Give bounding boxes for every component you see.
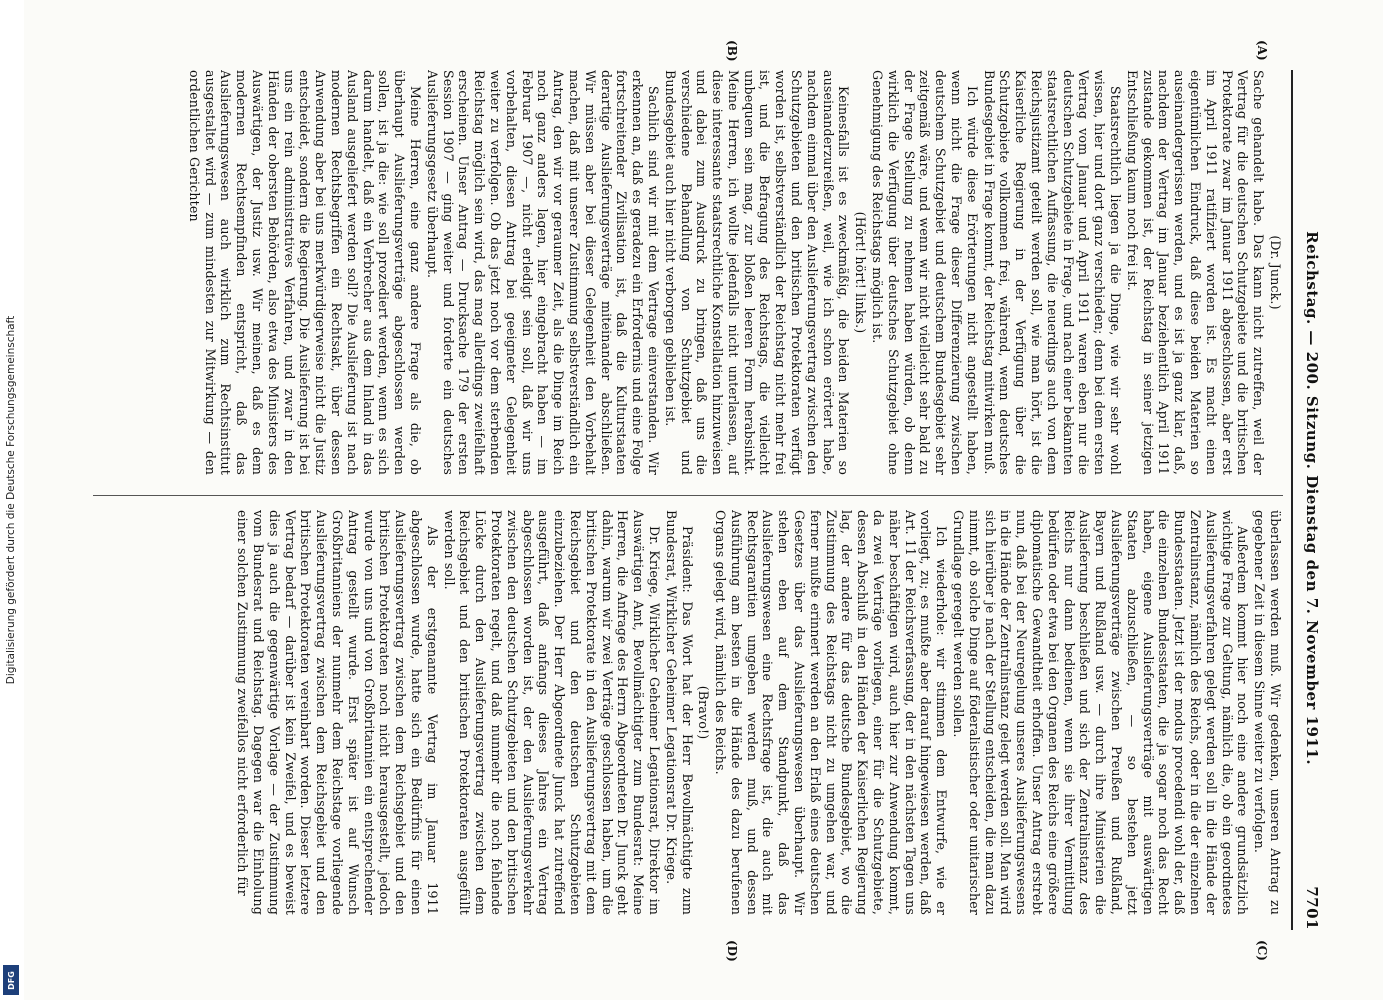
paragraph: Sachlich sind wir mit dem Vertrage einverstanden. Wir erkennen an, daß es geradezu ein Erfordernis und eine Folge fortschreitender Zivilisation ist, daß die Kulturstaaten derartige Auslieferungsverträge miteinander abschließen. Wir müssen aber bei dieser Gelegenheit den Vorbehalt machen, daß mit unserer Zustimmung selbstverständlich ein Antrag, den wir vor geraumer Zeit, als die Dinge im Reich noch ganz anders lagen, hier eingebracht haben — im Februar 1907 —, nicht erledigt sein soll, daß wir uns vorbehalten, diesen Antrag bei geeigneter Gelegenheit weiter zu verfolgen. Ob das jetzt noch vor dem sterbenden Reichstag möglich sein wird, das mag allerdings zweifelhaft erscheinen. Unser Antrag — Drucksache 179 der ersten Session 1907 — ging weiter und forderte ein deutsches Auslieferungsgesetz überhaupt. bbox=[424, 70, 661, 475]
left-column bbox=[93, 70, 1283, 475]
paragraph: Sache gehandelt habe. Das kann nicht zutreffen, weil der Vertrag für die deutschen Schutzgebiete und die britischen Protektorate zwar im Januar 1911 abgeschlossen, aber erst im April 1911 ratifiziert worden ist. Es macht einen eigentümlichen Eindruck, daß diese beiden Materien so auseinandergerissen werden, und es ist ja ganz klar, daß, nachdem der Vertrag im Januar beziehentlich April 1911 zustande gekommen ist, der Reichstag in seiner jetzigen Entschließung kaum noch frei ist. bbox=[1124, 70, 1266, 475]
paragraph: Präsident: Das Wort hat der Herr Bevollmächtigte zum Bundesrat, Wirklicher Geheimer Legationsrat Dr. Kriege. bbox=[663, 510, 695, 915]
page-content bbox=[79, 40, 1329, 962]
paragraph: Außerdem kommt hier noch eine andere grundsätzlich wichtige Frage zur Geltung, nämlich die, ob ein geordnetes Auslieferungsverfahren gelegt werden soll in die Hände der Zentralinstanz, nämlich des Reichs, oder in die der einzelnen Bundesstaaten. Jetzt ist der modus procedendi wohl der, daß die einzelnen Bundesstaaten, die ja sogar noch das Recht haben, eigene Auslieferungsverträge mit auswärtigen Staaten abzuschließen, — so bestehen jetzt Auslieferungsverträge zwischen Preußen und Rußland, Bayern und Rußland usw. — durch ihre Ministerien die Auslieferung beschließen und sich der Zentralinstanz des Reichs nur dann bedienen, wenn sie ihrer Vermittlung bedürfen oder etwa bei den Organen des Reichs eine größere diplomatische Gewandtheit erhoffen. Unser Antrag erstrebt nun, daß bei der Neuregelung unseres Auslieferungswesens in die Hände der Zentralinstanz gelegt werden soll. Man wird sich hierüber je nach der Stellung entscheiden, die man dazu nimmt, ob solche Dinge auf föderalistischer oder unitarischer Grundlage geregelt werden sollen. bbox=[950, 510, 1250, 915]
dfg-logo-text: DFG bbox=[6, 970, 16, 990]
page-number: 7701 bbox=[1302, 886, 1321, 930]
paragraph: Meine Herren, eine ganz andere Frage als die, ob überhaupt Auslieferungsverträge abgeschlossen werden sollen, ist ja die: wie soll prozediert werden, wenn es sich darum handelt, daß ein Verbrecher aus dem Inland in das Ausland ausgeliefert werden soll? Die Auslieferung ist nach modernen Rechtsbegriffen ein Rechtsakt, über dessen Anwendung aber bei uns merkwürdigerweise nicht die Justiz entscheidet, sondern die Regierung. Die Auslieferung ist bei uns ein rein administratives Verfahren, und zwar in den Händen der obersten Behörden, also etwa des Ministers des Auswärtigen, der Justiz usw. Wir meinen, daß es dem modernen Rechtsempfinden entspricht, daß das Auslieferungswesen auch wirklich zum Rechtsinstitut ausgestaltet wird — zum mindesten zur Mitwirkung — den ordentlichen Gerichten bbox=[186, 70, 423, 475]
right-column bbox=[93, 510, 1283, 915]
page-header bbox=[1295, 70, 1329, 930]
paragraph: Ich würde diese Erörterungen nicht angestellt haben, wenn nicht die Frage dieser Differenzierung zwischen deutschem Schutzgebiet und deutschem Bundesgebiet sehr zeitgemäß wäre, und wenn wir nicht vielleicht sehr bald zu der Frage Stellung zu nehmen haben würden, ob denn wirklich die Verfügung über deutsches Schutzgebiet ohne Genehmigung des Reichstags möglich ist. bbox=[869, 70, 980, 475]
paragraph: Dr. Kriege, Wirklicher Geheimer Legationsrat, Direktor im Auswärtigen Amt, Bevollmächtigter zum Bundesrat: Meine Herren, die Anfrage des Herrn Abgeordneten Dr. Junck geht dahin, warum wir zwei Verträge geschlossen haben, um die britischen Protektorate in den Auslieferungsvertrag mit dem Reichsgebiet und den deutschen Schutzgebieten einzubeziehen. Der Herr Abgeordnete Junck hat zutreffend ausgeführt, daß anfangs dieses Jahres ein Vertrag abgeschlossen worden ist, der den Auslieferungsverkehr zwischen den deutschen Schutzgebieten und den britischen Protektoraten regelt, und daß nunmehr die noch fehlende Lücke durch den Auslieferungsvertrag zwischen dem Reichsgebiet und den britischen Protektoraten ausgefüllt werden soll. bbox=[441, 510, 662, 915]
margin-mark-d: (D) bbox=[724, 940, 739, 962]
digitization-note-text: Digitalisierung gefördert durch die Deutsche Forschungsgemeinschaft bbox=[5, 315, 17, 685]
paragraph: Keinesfalls ist es zweckmäßig, die beiden Materien so auseinanderzureißen, weil, wie ich schon erörtert habe, nachdem einmal über den Auslieferungsvertrag zwischen den Schutzgebieten und den britischen Protektoraten verfügt worden ist, selbstverständlich der Reichstag nicht mehr frei ist, und die Befragung des Reichstags, die vielleicht unbequem sein mag, zur bloßen leeren Form herabsinkt. Meine Herren, ich wollte jedenfalls nicht unterlassen, auf diese interessante staatsrechtliche Konstellation hinzuweisen und dabei zum Ausdruck zu bringen, daß uns die verschiedene Behandlung von Schutzgebiet und Bundesgebiet auch hier nicht verborgen geblieben ist. bbox=[662, 70, 851, 475]
paragraph: Als der erstgenannte Vertrag im Januar 1911 abgeschlossen wurde, hatte sich ein Bedürfnis für einen Auslieferungsvertrag zwischen dem Reichsgebiet und den britischen Protektoraten noch nicht herausgestellt, jedoch wurde von uns und von Großbritannien ein entsprechender Antrag gestellt wurde. Erst später ist auf Wunsch Großbritanniens der nunmehr dem Reichstage vorliegende Auslieferungsvertrag zwischen dem Reichsgebiet und den britischen Protektoraten vereinbart worden. Dieser letztere Vertrag bedarf — darüber ist kein Zweifel, und es beweist dies ja auch die gegenwärtige Vorlage — der Zustimmung vom Bundesrat und Reichstag. Dagegen war die Einholung einer solchen Zustimmung zweifellos nicht erforderlich für bbox=[234, 510, 440, 915]
interjection: (Hört! hört! links.) bbox=[852, 211, 868, 334]
dfg-logo bbox=[3, 965, 19, 995]
header-rule bbox=[1291, 70, 1293, 930]
paragraph: Ich wiederhole: wir stimmen dem Entwurfe, wie er vorliegt, zu; es mußte aber darauf hingewiesen werden, daß Art. 11 der Reichsverfassung, der in den nächsten Tagen uns näher beschäftigen wird, auch hier zur Anwendung kommt, da zwei Verträge vorliegen, einer für die Schutzgebiete, dessen Abschluß in den Händen der Kaiserlichen Regierung lag, der andere für das deutsche Bundesgebiet, wo die Zustimmung des Reichstags nicht zu umgehen war, und ferner mußte erinnert werden an den Erlaß eines deutschen Gesetzes über das Auslieferungswesen überhaupt. Wir stehen eben auf dem Standpunkt, daß das Auslieferungswesen eine Rechtsfrage ist, die auch mit Rechtsgarantien umgeben werden muß, und dessen Ausführung am besten in die Hände des dazu berufenen Organs gelegt wird, nämlich des Reichs. bbox=[712, 510, 949, 915]
page-title: Reichstag. — 200. Sitzung. Dienstag den 7. November 1911. bbox=[1302, 231, 1321, 766]
speaker-tag: (Dr. Junck.) bbox=[1267, 235, 1283, 310]
paragraph: Staatsrechtlich liegen ja die Dinge, wie wir sehr wohl wissen, hier und dort ganz verschieden; denn bei dem ersten Vertrag vom Januar und April 1911 waren eben nur die deutschen Schutzgebiete in Frage, und nach einer bekannten staatsrechtlichen Auffassung, die neuerdings auch von dem Reichsjustizamt geteilt werden soll, wie man hört, ist die Kaiserliche Regierung in der Verfügung über die Schutzgebiete vollkommen frei, während, wenn deutsches Bundesgebiet in Frage kommt, der Reichstag mitwirken muß. bbox=[981, 70, 1123, 475]
interjection: (Bravo!) bbox=[695, 685, 711, 740]
digitization-note bbox=[2, 0, 20, 1000]
column-divider bbox=[93, 495, 1283, 496]
margin-mark-b: (B) bbox=[724, 40, 739, 62]
margin-mark-a: (A) bbox=[1254, 40, 1269, 61]
paragraph: überlassen werden muß. Wir gedenken, unseren Antrag zu gegebener Zeit in diesem Sinne weiter zu verfolgen. bbox=[1251, 510, 1283, 915]
margin-mark-c: (C) bbox=[1254, 940, 1269, 961]
scanned-page bbox=[24, 0, 1383, 1000]
